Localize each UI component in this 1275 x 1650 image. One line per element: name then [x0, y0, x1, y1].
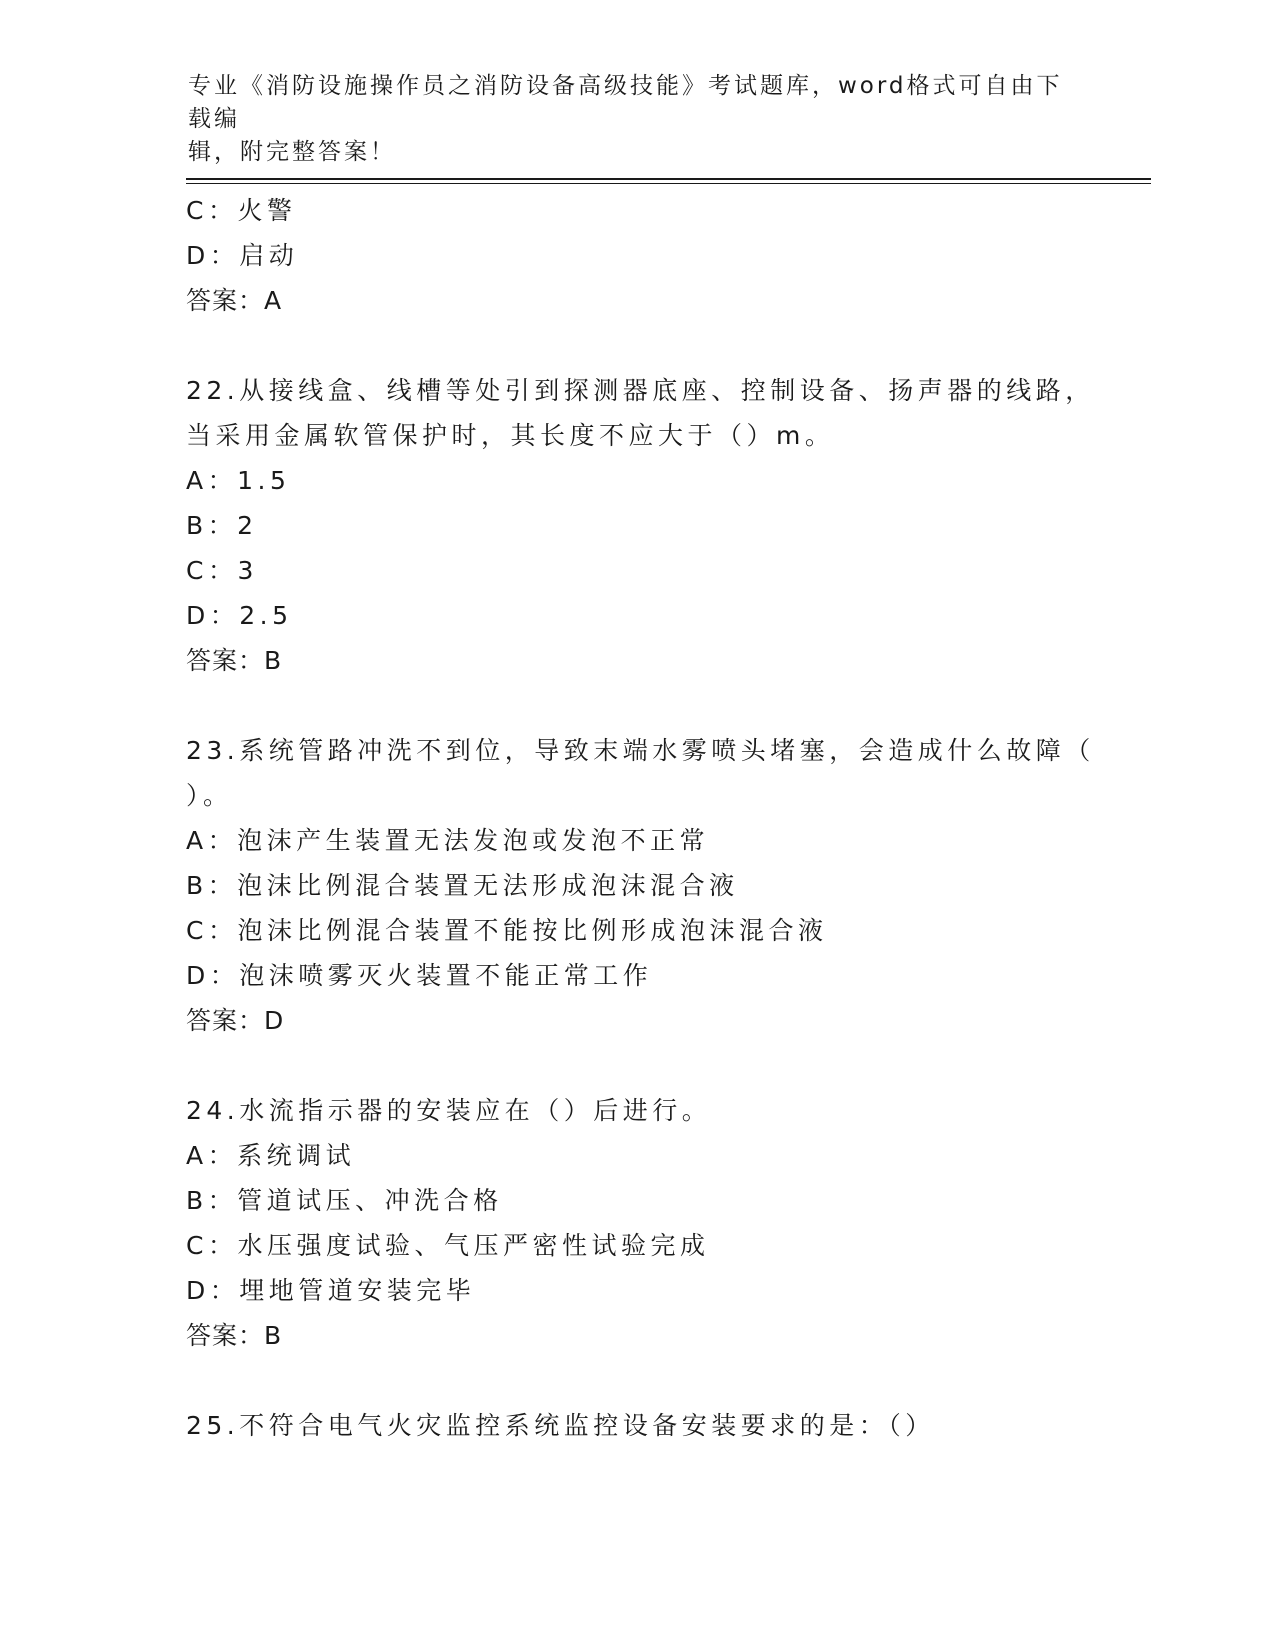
- q22-answer: 答案：B: [186, 646, 283, 675]
- header-line-2: 辑，附完整答案！: [188, 139, 396, 165]
- q25-stem-line-1: 25.不符合电气火灾监控系统监控设备安装要求的是：（）: [186, 1411, 935, 1440]
- q22-stem-line-2: 当采用金属软管保护时，其长度不应大于（）m。: [186, 421, 835, 450]
- q24-option-c: C：水压强度试验、气压严密性试验完成: [186, 1231, 710, 1260]
- q24-answer: 答案：B: [186, 1321, 283, 1350]
- header-divider-thick: [186, 178, 1151, 180]
- q21-option-d: D：启动: [186, 241, 299, 270]
- header-divider-thin: [186, 183, 1151, 184]
- q21-option-c: C：火警: [186, 196, 297, 225]
- q24-option-d: D：埋地管道安装完毕: [186, 1276, 476, 1305]
- q23-stem-line-1: 23.系统管路冲洗不到位，导致末端水雾喷头堵塞，会造成什么故障（: [186, 736, 1095, 765]
- q24-stem-line-1: 24.水流指示器的安装应在（）后进行。: [186, 1096, 712, 1125]
- document-header: [188, 70, 1088, 169]
- header-line-1: 专业《消防设施操作员之消防设备高级技能》考试题库，word格式可自由下载编: [188, 73, 1063, 132]
- q24-option-a: A：系统调试: [186, 1141, 356, 1170]
- q23-option-b: B：泡沫比例混合装置无法形成泡沫混合液: [186, 871, 739, 900]
- q22-option-c: C：3: [186, 556, 258, 585]
- q22-option-d: D：2.5: [186, 601, 293, 630]
- q24-option-b: B：管道试压、冲洗合格: [186, 1186, 503, 1215]
- q21-answer: 答案：A: [186, 286, 283, 315]
- q23-option-c: C：泡沫比例混合装置不能按比例形成泡沫混合液: [186, 916, 828, 945]
- q22-option-a: A：1.5: [186, 466, 291, 495]
- q22-stem-line-1: 22.从接线盒、线槽等处引到探测器底座、控制设备、扬声器的线路，: [186, 376, 1095, 405]
- q22-option-b: B：2: [186, 511, 258, 540]
- q23-stem-line-2: ）。: [186, 781, 233, 810]
- q23-option-a: A：泡沫产生装置无法发泡或发泡不正常: [186, 826, 710, 855]
- q23-option-d: D：泡沫喷雾灭火装置不能正常工作: [186, 961, 653, 990]
- q23-answer: 答案：D: [186, 1006, 285, 1035]
